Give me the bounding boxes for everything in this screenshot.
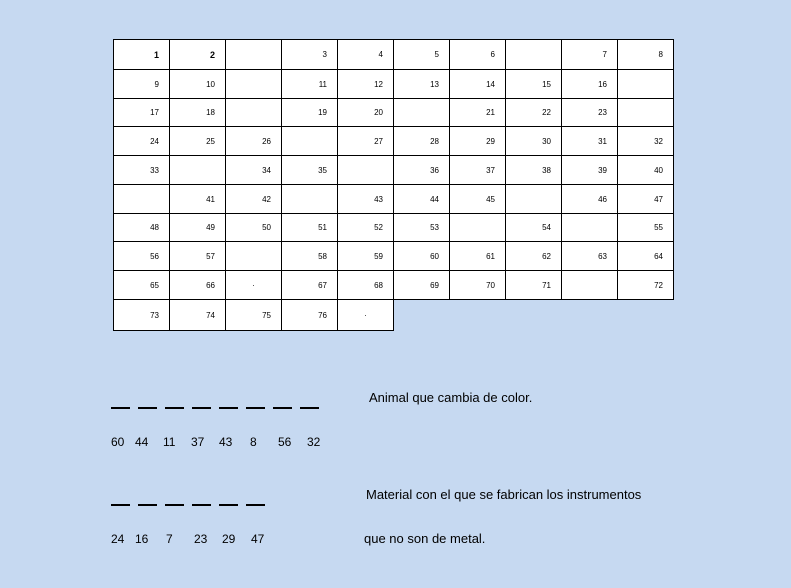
grid-cell: 52 bbox=[338, 214, 394, 242]
grid-cell: 64 bbox=[618, 242, 674, 271]
answer-code: 8 bbox=[250, 435, 257, 449]
grid-cell: 45 bbox=[450, 185, 506, 214]
answer-code: 7 bbox=[166, 532, 173, 546]
grid-row bbox=[114, 300, 674, 331]
answer-blank bbox=[165, 504, 184, 506]
grid-cell: 70 bbox=[450, 271, 506, 300]
clue-2-line-1: Material con el que se fabrican los instrumentos bbox=[366, 487, 642, 502]
grid-cell: 46 bbox=[562, 185, 618, 214]
grid-cell: 36 bbox=[394, 156, 450, 185]
answer-blank bbox=[192, 407, 211, 409]
grid-row bbox=[114, 127, 674, 156]
clue-1-line-1: Animal que cambia de color. bbox=[369, 390, 533, 405]
grid-cell bbox=[114, 185, 170, 214]
answer-blanks-1 bbox=[111, 407, 319, 409]
grid-cell: 49 bbox=[170, 214, 226, 242]
grid-cell: 40 bbox=[618, 156, 674, 185]
grid-cell: 63 bbox=[562, 242, 618, 271]
grid-cell: 34 bbox=[226, 156, 282, 185]
grid-cell: 15 bbox=[506, 70, 562, 99]
grid-cell: 17 bbox=[114, 99, 170, 127]
answer-blanks-2 bbox=[111, 504, 265, 506]
grid-cell bbox=[506, 185, 562, 214]
grid-cell bbox=[394, 99, 450, 127]
grid-cell: 13 bbox=[394, 70, 450, 99]
answer-code: 37 bbox=[191, 435, 205, 449]
grid-cell: 43 bbox=[338, 185, 394, 214]
grid-cell: 76 bbox=[282, 300, 338, 331]
grid-cell: 73 bbox=[114, 300, 170, 331]
grid-cell: 59 bbox=[338, 242, 394, 271]
grid-cell: 27 bbox=[338, 127, 394, 156]
grid-cell bbox=[450, 214, 506, 242]
answer-code: 47 bbox=[251, 532, 265, 546]
answer-code: 44 bbox=[135, 435, 149, 449]
grid-cell: 31 bbox=[562, 127, 618, 156]
grid-row bbox=[114, 156, 674, 185]
grid-cell: 16 bbox=[562, 70, 618, 99]
grid-cell: 39 bbox=[562, 156, 618, 185]
grid-cell bbox=[562, 214, 618, 242]
grid-cell: 74 bbox=[170, 300, 226, 331]
grid-cell: 68 bbox=[338, 271, 394, 300]
grid-cell: 57 bbox=[170, 242, 226, 271]
grid-cell: 21 bbox=[450, 99, 506, 127]
answer-blank bbox=[138, 504, 157, 506]
grid-cell: 48 bbox=[114, 214, 170, 242]
grid-row bbox=[114, 99, 674, 127]
grid-empty-space bbox=[506, 300, 562, 331]
grid-cell: 28 bbox=[394, 127, 450, 156]
grid-cell: 62 bbox=[506, 242, 562, 271]
grid-empty-space bbox=[618, 300, 674, 331]
clue-2-line-2: que no son de metal. bbox=[364, 531, 486, 546]
grid-cell: 75 bbox=[226, 300, 282, 331]
grid-cell bbox=[170, 156, 226, 185]
grid-row bbox=[114, 40, 674, 70]
grid-cell: 47 bbox=[618, 185, 674, 214]
grid-cell: 14 bbox=[450, 70, 506, 99]
grid-cell: 5 bbox=[394, 40, 450, 70]
answer-blank bbox=[273, 407, 292, 409]
grid-cell: 42 bbox=[226, 185, 282, 214]
answer-code: 32 bbox=[307, 435, 321, 449]
grid-row bbox=[114, 242, 674, 271]
grid-cell: 44 bbox=[394, 185, 450, 214]
grid-cell: 1 bbox=[114, 40, 170, 70]
grid-cell bbox=[226, 99, 282, 127]
grid-cell: 55 bbox=[618, 214, 674, 242]
grid-cell: 56 bbox=[114, 242, 170, 271]
grid-cell: 3 bbox=[282, 40, 338, 70]
grid-row bbox=[114, 271, 674, 300]
answer-blank bbox=[111, 504, 130, 506]
grid-cell: 67 bbox=[282, 271, 338, 300]
grid-empty-space bbox=[394, 300, 450, 331]
grid-cell: 11 bbox=[282, 70, 338, 99]
answer-code: 11 bbox=[163, 435, 176, 449]
answer-blank bbox=[219, 504, 238, 506]
grid-cell: 19 bbox=[282, 99, 338, 127]
answer-code: 56 bbox=[278, 435, 292, 449]
grid-cell: 69 bbox=[394, 271, 450, 300]
grid-cell: 60 bbox=[394, 242, 450, 271]
grid-cell: 22 bbox=[506, 99, 562, 127]
grid-cell: 71 bbox=[506, 271, 562, 300]
grid-cell bbox=[282, 185, 338, 214]
grid-cell: 29 bbox=[450, 127, 506, 156]
grid-cell: 24 bbox=[114, 127, 170, 156]
answer-code: 24 bbox=[111, 532, 125, 546]
grid-cell: 38 bbox=[506, 156, 562, 185]
grid-cell: 30 bbox=[506, 127, 562, 156]
grid-cell bbox=[618, 70, 674, 99]
grid-cell: 9 bbox=[114, 70, 170, 99]
number-grid bbox=[113, 39, 674, 331]
grid-cell: 7 bbox=[562, 40, 618, 70]
grid-cell: 2 bbox=[170, 40, 226, 70]
grid-cell bbox=[226, 40, 282, 70]
grid-cell: 58 bbox=[282, 242, 338, 271]
grid-cell: 50 bbox=[226, 214, 282, 242]
grid-cell: 54 bbox=[506, 214, 562, 242]
grid-cell: 6 bbox=[450, 40, 506, 70]
answer-blank bbox=[165, 407, 184, 409]
grid-cell: 4 bbox=[338, 40, 394, 70]
grid-cell: 41 bbox=[170, 185, 226, 214]
grid-cell: · bbox=[338, 300, 394, 331]
grid-cell: 51 bbox=[282, 214, 338, 242]
grid-cell: 53 bbox=[394, 214, 450, 242]
grid-cell bbox=[338, 156, 394, 185]
grid-cell bbox=[226, 242, 282, 271]
grid-cell: 35 bbox=[282, 156, 338, 185]
answer-code: 16 bbox=[135, 532, 149, 546]
grid-cell bbox=[562, 271, 618, 300]
answer-blank bbox=[246, 504, 265, 506]
grid-cell: 10 bbox=[170, 70, 226, 99]
grid-cell: 72 bbox=[618, 271, 674, 300]
answer-code: 23 bbox=[194, 532, 208, 546]
grid-cell bbox=[282, 127, 338, 156]
grid-row bbox=[114, 214, 674, 242]
grid-cell bbox=[618, 99, 674, 127]
answer-blank bbox=[111, 407, 130, 409]
grid-empty-space bbox=[450, 300, 506, 331]
grid-cell: 8 bbox=[618, 40, 674, 70]
grid-cell: 66 bbox=[170, 271, 226, 300]
answer-code: 60 bbox=[111, 435, 125, 449]
grid-cell bbox=[506, 40, 562, 70]
grid-cell: 25 bbox=[170, 127, 226, 156]
answer-blank bbox=[138, 407, 157, 409]
grid-cell: 18 bbox=[170, 99, 226, 127]
grid-cell: 33 bbox=[114, 156, 170, 185]
answer-blank bbox=[192, 504, 211, 506]
grid-cell: 12 bbox=[338, 70, 394, 99]
answer-code: 43 bbox=[219, 435, 233, 449]
grid-cell: · bbox=[226, 271, 282, 300]
grid-row bbox=[114, 185, 674, 214]
answer-blank bbox=[246, 407, 265, 409]
grid-row bbox=[114, 70, 674, 99]
grid-cell: 61 bbox=[450, 242, 506, 271]
grid-cell: 20 bbox=[338, 99, 394, 127]
grid-cell: 32 bbox=[618, 127, 674, 156]
answer-code: 29 bbox=[222, 532, 236, 546]
grid-cell bbox=[226, 70, 282, 99]
grid-empty-space bbox=[562, 300, 618, 331]
grid-cell: 65 bbox=[114, 271, 170, 300]
answer-blank bbox=[300, 407, 319, 409]
answer-blank bbox=[219, 407, 238, 409]
grid-cell: 26 bbox=[226, 127, 282, 156]
grid-cell: 23 bbox=[562, 99, 618, 127]
grid-cell: 37 bbox=[450, 156, 506, 185]
